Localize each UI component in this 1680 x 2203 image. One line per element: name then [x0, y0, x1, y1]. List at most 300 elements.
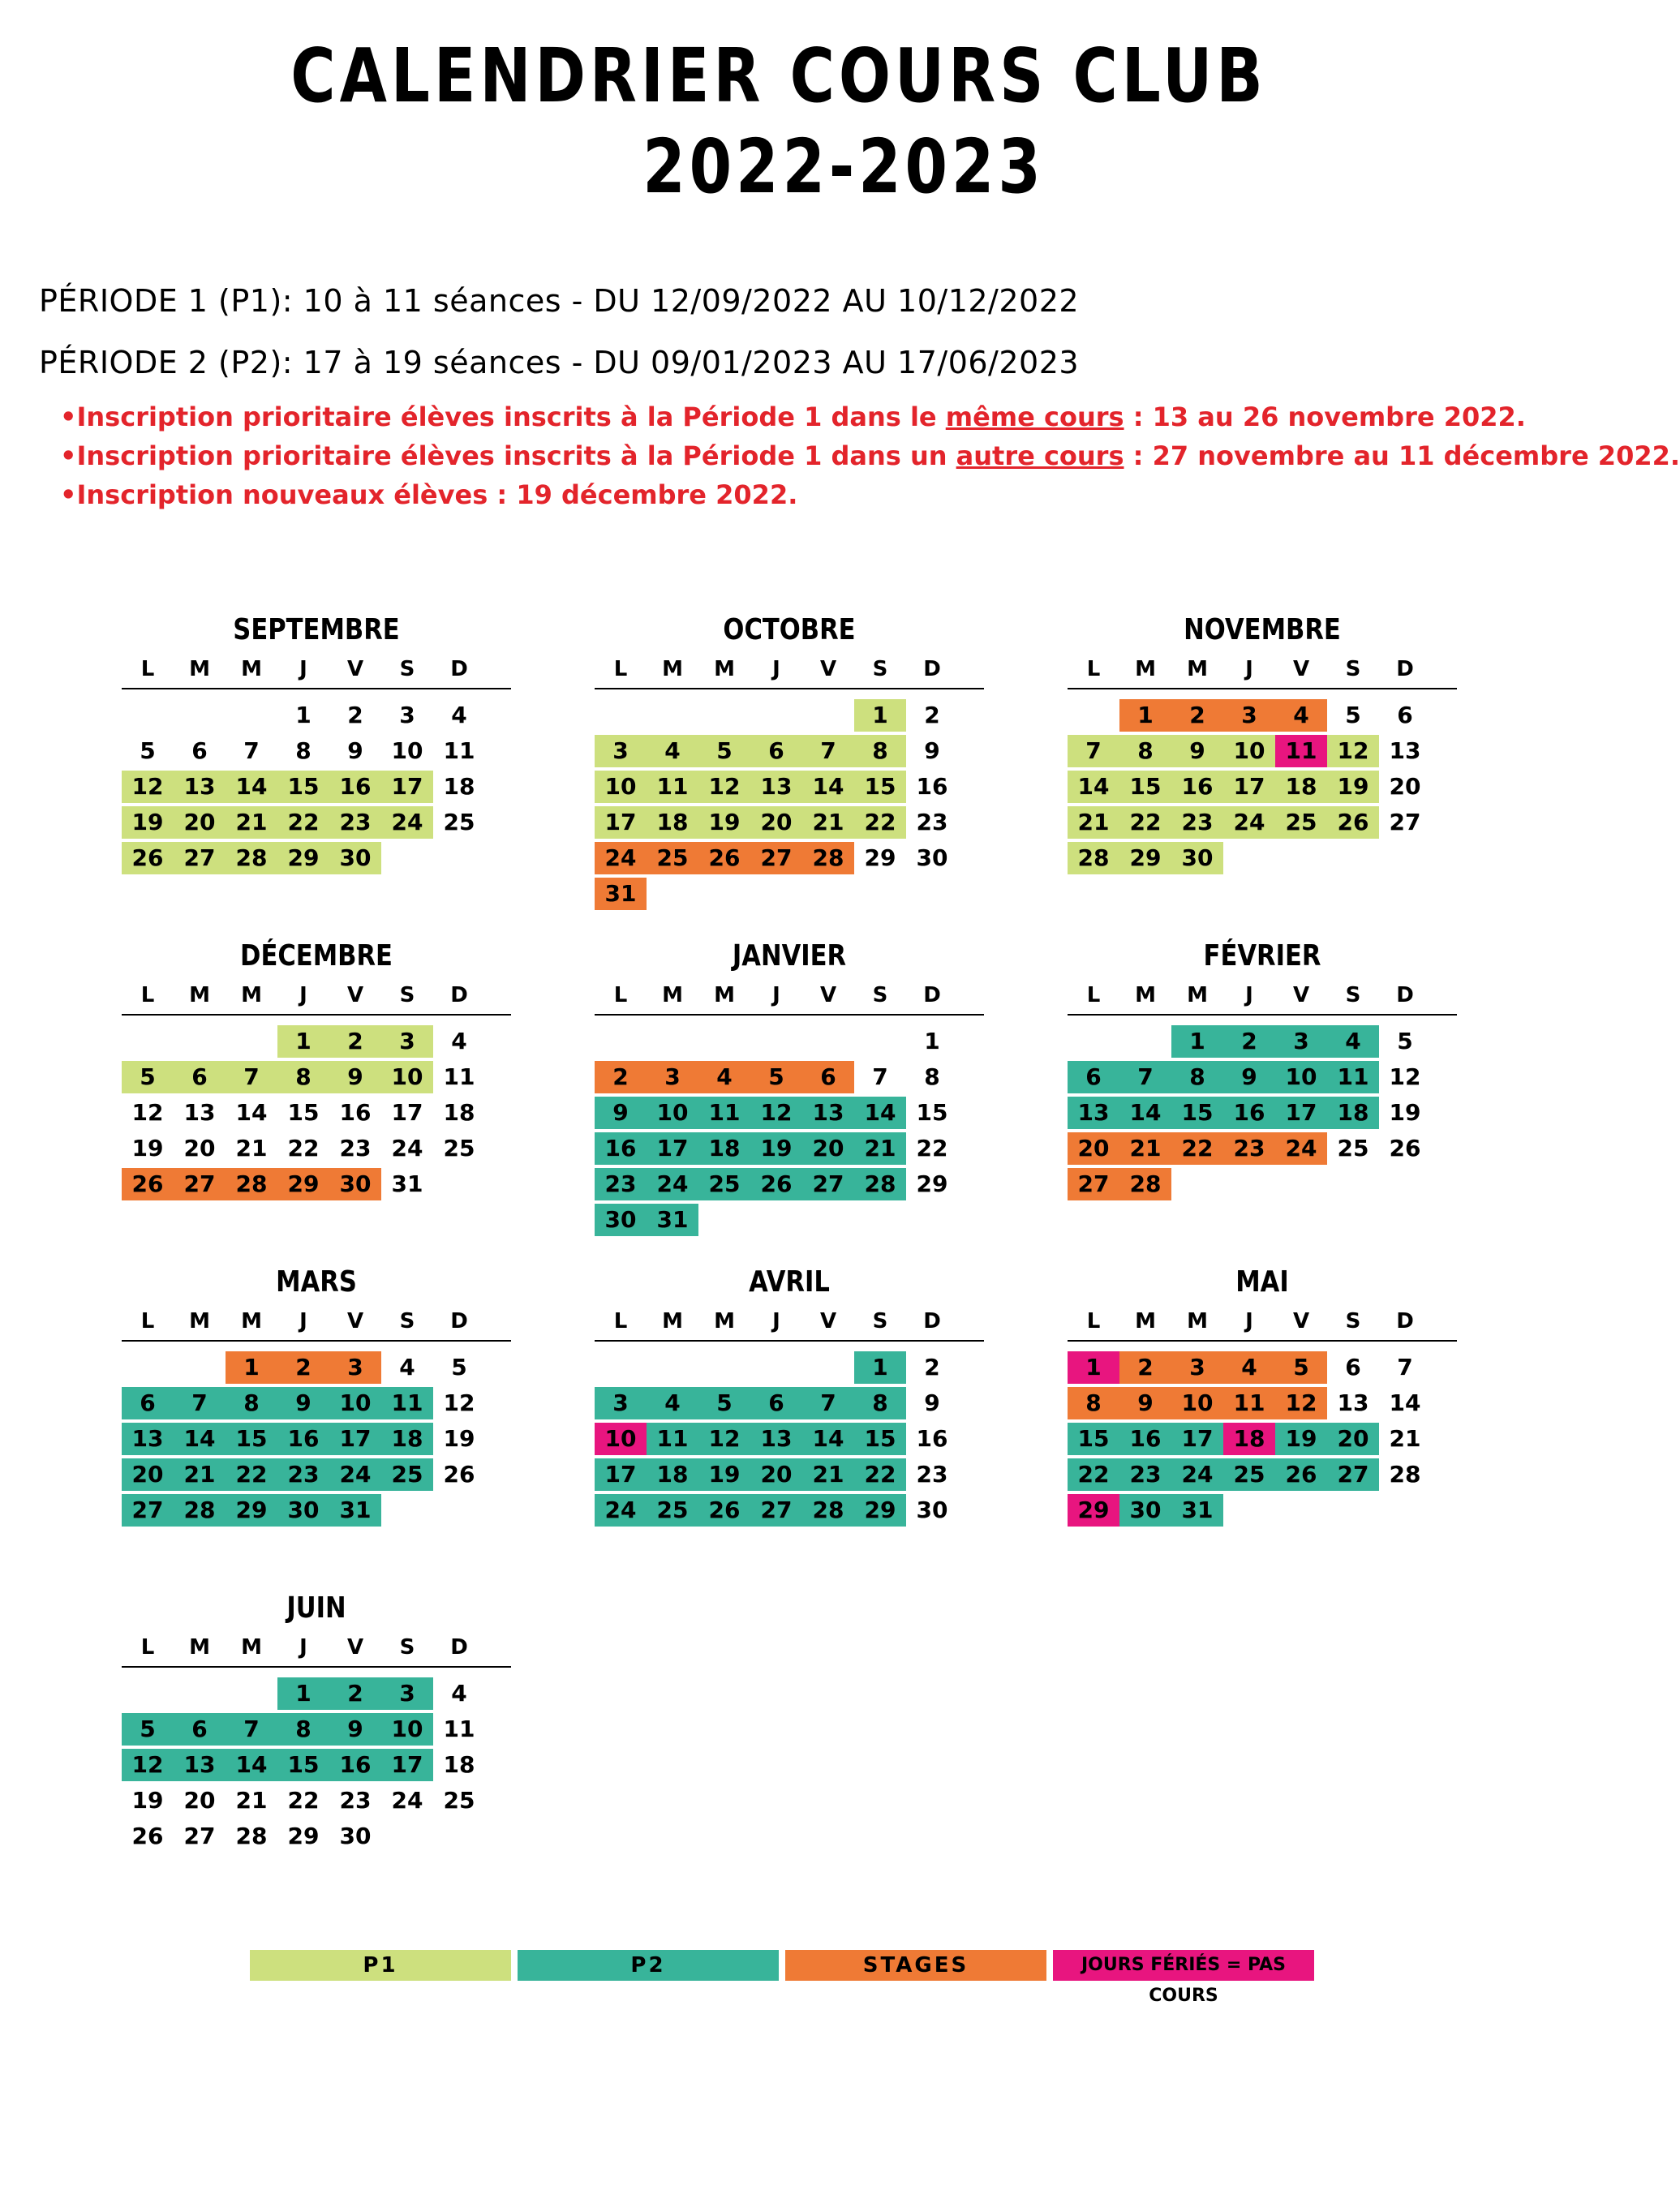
weekday-label: D — [923, 1309, 941, 1333]
weekday-label: S — [399, 1635, 415, 1660]
weekday-label: J — [299, 1635, 307, 1660]
month-title: MARS — [276, 1265, 357, 1299]
day-cell: 12 — [1389, 1063, 1421, 1090]
day-cell: 30 — [329, 842, 381, 874]
empty-cell — [698, 1025, 750, 1058]
day-cell: 18 — [443, 1099, 475, 1126]
weekday-label: J — [1245, 983, 1253, 1007]
empty-cell — [381, 1494, 433, 1527]
day-cell: 16 — [1223, 1097, 1275, 1129]
week-row — [595, 1025, 984, 1061]
day-cell: 22 — [277, 806, 329, 839]
weekday-label: J — [299, 983, 307, 1007]
weekday-label: J — [299, 1309, 307, 1333]
day-cell: 10 — [381, 1713, 433, 1746]
weeks — [1068, 699, 1457, 878]
day-cell: 30 — [339, 1823, 372, 1849]
day-cell: 25 — [1223, 1458, 1275, 1491]
weekday-label: L — [140, 1309, 155, 1333]
day-cell: 21 — [854, 1132, 906, 1165]
day-cell: 9 — [329, 1061, 381, 1093]
empty-cell — [1379, 842, 1431, 874]
weekday-label: J — [1245, 657, 1253, 681]
empty-cell — [1223, 1494, 1275, 1527]
weekday-label: M — [1135, 657, 1156, 681]
empty-cell — [122, 1025, 174, 1058]
week-row — [1068, 1494, 1457, 1530]
registration-notes — [60, 401, 1680, 517]
day-cell: 28 — [174, 1494, 226, 1527]
day-cell: 10 — [1223, 735, 1275, 767]
day-cell: 24 — [595, 1494, 647, 1527]
day-cell: 11 — [1223, 1387, 1275, 1419]
day-cell: 3 — [1171, 1351, 1223, 1384]
weekday-label: D — [450, 657, 468, 681]
weekday-label: M — [189, 657, 210, 681]
day-cell: 5 — [122, 1061, 174, 1093]
empty-cell — [1327, 1494, 1379, 1527]
weekday-label: M — [189, 983, 210, 1007]
weekday-label: J — [772, 1309, 780, 1333]
day-cell: 10 — [381, 1061, 433, 1093]
day-cell: 9 — [277, 1387, 329, 1419]
week-row — [595, 842, 984, 878]
weekday-label: S — [872, 657, 888, 681]
day-cell: 22 — [916, 1135, 948, 1162]
day-cell: 3 — [1223, 699, 1275, 732]
week-row — [1068, 842, 1457, 878]
day-cell: 18 — [698, 1132, 750, 1165]
month-4 — [595, 936, 984, 1239]
weekday-label: M — [714, 983, 735, 1007]
day-cell: 25 — [381, 1458, 433, 1491]
period-2: PÉRIODE 2 (P2): 17 à 19 séances - DU 09/01/2023 AU 17/06/2023 — [39, 345, 1080, 380]
day-cell: 23 — [277, 1458, 329, 1491]
empty-cell — [595, 699, 647, 732]
day-cell: 27 — [174, 1168, 226, 1200]
week-row — [1068, 735, 1457, 771]
weekday-label: J — [299, 657, 307, 681]
day-cell: 6 — [750, 1387, 802, 1419]
day-cell: 24 — [1171, 1458, 1223, 1491]
note-2-underline: autre cours — [956, 440, 1124, 471]
weekday-label: V — [819, 983, 837, 1007]
week-row — [122, 1458, 511, 1494]
day-cell: 2 — [277, 1351, 329, 1384]
month-0 — [122, 610, 511, 878]
day-cell: 11 — [1327, 1061, 1379, 1093]
day-cell: 29 — [287, 1823, 320, 1849]
day-cell: 27 — [802, 1168, 854, 1200]
day-cell: 25 — [647, 1494, 698, 1527]
day-cell: 31 — [647, 1204, 698, 1236]
empty-cell — [1119, 1025, 1171, 1058]
day-cell: 5 — [1345, 702, 1361, 728]
day-cell: 13 — [174, 771, 226, 803]
day-cell: 4 — [647, 735, 698, 767]
day-cell: 28 — [235, 1823, 268, 1849]
week-row — [122, 1132, 511, 1168]
weekday-label: M — [1135, 983, 1156, 1007]
weekday-label: V — [346, 657, 364, 681]
day-cell: 16 — [329, 1749, 381, 1781]
day-cell: 13 — [750, 771, 802, 803]
empty-cell — [381, 1820, 433, 1853]
weeks — [1068, 1025, 1457, 1204]
day-cell: 18 — [443, 1751, 475, 1778]
day-cell: 6 — [174, 1061, 226, 1093]
month-5 — [1068, 936, 1457, 1204]
day-cell: 19 — [1327, 771, 1379, 803]
day-cell: 16 — [916, 773, 948, 800]
weekday-header — [595, 651, 984, 689]
day-cell: 22 — [854, 806, 906, 839]
day-cell: 10 — [595, 771, 647, 803]
weekday-label: L — [1086, 983, 1101, 1007]
empty-cell — [122, 699, 174, 732]
day-cell: 1 — [277, 1025, 329, 1058]
day-cell: 28 — [1068, 842, 1119, 874]
week-row — [1068, 1387, 1457, 1423]
day-cell: 1 — [277, 1677, 329, 1710]
day-cell: 23 — [339, 1135, 372, 1162]
weekday-label: L — [140, 657, 155, 681]
day-cell: 2 — [347, 702, 363, 728]
day-cell: 18 — [1327, 1097, 1379, 1129]
day-cell: 8 — [277, 1713, 329, 1746]
day-cell: 10 — [1171, 1387, 1223, 1419]
day-cell: 26 — [1389, 1135, 1421, 1162]
day-cell: 3 — [329, 1351, 381, 1384]
empty-cell — [1275, 1168, 1327, 1200]
week-row — [122, 1820, 511, 1856]
day-cell: 1 — [1068, 1351, 1119, 1384]
day-cell: 8 — [1119, 735, 1171, 767]
weekday-header — [122, 977, 511, 1016]
periods-list — [39, 281, 1079, 404]
day-cell: 4 — [1223, 1351, 1275, 1384]
day-cell: 19 — [131, 1787, 164, 1814]
day-cell: 19 — [698, 806, 750, 839]
day-cell: 9 — [1171, 735, 1223, 767]
month-2 — [1068, 610, 1457, 878]
empty-cell — [226, 699, 277, 732]
day-cell: 31 — [391, 1170, 423, 1197]
week-row — [122, 1494, 511, 1530]
day-cell: 23 — [1119, 1458, 1171, 1491]
weekday-label: J — [772, 983, 780, 1007]
week-row — [122, 806, 511, 842]
day-cell: 14 — [226, 771, 277, 803]
day-cell: 29 — [1068, 1494, 1119, 1527]
month-title: JANVIER — [732, 939, 847, 973]
weekday-label: M — [714, 1309, 735, 1333]
weekday-header — [595, 1303, 984, 1342]
weekday-label: M — [662, 983, 683, 1007]
day-cell: 7 — [802, 735, 854, 767]
day-cell: 16 — [595, 1132, 647, 1165]
note-2: •Inscription prioritaire élèves inscrits à la Période 1 dans un autre cours : 27 novembre au 11 décembre 2022. — [60, 440, 1680, 471]
empty-cell — [750, 699, 802, 732]
week-row — [595, 1204, 984, 1239]
day-cell: 15 — [287, 1099, 320, 1126]
day-cell: 21 — [802, 1458, 854, 1491]
empty-cell — [1275, 842, 1327, 874]
day-cell: 31 — [329, 1494, 381, 1527]
day-cell: 31 — [595, 878, 647, 910]
day-cell: 7 — [226, 1713, 277, 1746]
week-row — [595, 735, 984, 771]
day-cell: 13 — [1337, 1389, 1369, 1416]
day-cell: 15 — [854, 771, 906, 803]
day-cell: 7 — [243, 737, 260, 764]
day-cell: 11 — [647, 771, 698, 803]
day-cell: 25 — [1275, 806, 1327, 839]
day-cell: 28 — [1119, 1168, 1171, 1200]
day-cell: 5 — [1397, 1028, 1413, 1054]
day-cell: 1 — [295, 702, 312, 728]
day-cell: 11 — [443, 1716, 475, 1742]
day-cell: 13 — [174, 1749, 226, 1781]
day-cell: 26 — [698, 842, 750, 874]
week-row — [595, 699, 984, 735]
day-cell: 8 — [1068, 1387, 1119, 1419]
month-6 — [122, 1262, 511, 1530]
empty-cell — [647, 699, 698, 732]
page-title: CALENDRIER COURS CLUB — [290, 32, 1267, 119]
day-cell: 3 — [595, 735, 647, 767]
day-cell: 15 — [277, 771, 329, 803]
day-cell: 21 — [174, 1458, 226, 1491]
day-cell: 14 — [1068, 771, 1119, 803]
weekday-label: M — [241, 657, 262, 681]
legend-p1: P1 — [250, 1950, 511, 1981]
legend — [250, 1950, 1321, 2006]
day-cell: 30 — [277, 1494, 329, 1527]
weekday-label: M — [662, 657, 683, 681]
day-cell: 18 — [1275, 771, 1327, 803]
day-cell: 24 — [595, 842, 647, 874]
day-cell: 14 — [802, 771, 854, 803]
day-cell: 9 — [1119, 1387, 1171, 1419]
weekday-label: D — [1396, 983, 1414, 1007]
day-cell: 23 — [339, 1787, 372, 1814]
day-cell: 7 — [872, 1063, 888, 1090]
day-cell: 27 — [183, 1823, 216, 1849]
day-cell: 7 — [1397, 1354, 1413, 1381]
weekday-label: S — [1345, 657, 1361, 681]
day-cell: 12 — [131, 1099, 164, 1126]
month-title: FÉVRIER — [1203, 939, 1321, 973]
day-cell: 24 — [647, 1168, 698, 1200]
month-8 — [1068, 1262, 1457, 1530]
month-1 — [595, 610, 984, 913]
day-cell: 6 — [174, 1713, 226, 1746]
weeks — [595, 1351, 984, 1530]
day-cell: 23 — [595, 1168, 647, 1200]
month-title: NOVEMBRE — [1184, 613, 1341, 646]
day-cell: 12 — [122, 771, 174, 803]
weekday-label: M — [1187, 657, 1208, 681]
weekday-label: L — [1086, 1309, 1101, 1333]
day-cell: 28 — [226, 842, 277, 874]
week-row — [595, 1061, 984, 1097]
day-cell: 8 — [277, 1061, 329, 1093]
day-cell: 27 — [750, 1494, 802, 1527]
weekday-label: L — [1086, 657, 1101, 681]
weekday-header — [1068, 651, 1457, 689]
day-cell: 4 — [451, 702, 467, 728]
day-cell: 3 — [647, 1061, 698, 1093]
day-cell: 18 — [443, 773, 475, 800]
day-cell: 5 — [750, 1061, 802, 1093]
day-cell: 27 — [1068, 1168, 1119, 1200]
day-cell: 11 — [1275, 735, 1327, 767]
weekday-label: D — [1396, 657, 1414, 681]
empty-cell — [1379, 1494, 1431, 1527]
weekday-label: J — [772, 657, 780, 681]
day-cell: 21 — [1119, 1132, 1171, 1165]
day-cell: 14 — [235, 1099, 268, 1126]
empty-cell — [433, 842, 485, 874]
day-cell: 3 — [1275, 1025, 1327, 1058]
empty-cell — [433, 1820, 485, 1853]
weekday-label: S — [1345, 1309, 1361, 1333]
empty-cell — [1068, 699, 1119, 732]
day-cell: 5 — [698, 735, 750, 767]
day-cell: 12 — [122, 1749, 174, 1781]
day-cell: 26 — [1327, 806, 1379, 839]
week-row — [595, 1423, 984, 1458]
day-cell: 29 — [916, 1170, 948, 1197]
month-title: SEPTEMBRE — [233, 613, 400, 646]
day-cell: 15 — [916, 1099, 948, 1126]
weekday-label: D — [923, 657, 941, 681]
day-cell: 5 — [451, 1354, 467, 1381]
day-cell: 30 — [1119, 1494, 1171, 1527]
day-cell: 4 — [698, 1061, 750, 1093]
day-cell: 16 — [339, 1099, 372, 1126]
day-cell: 16 — [1119, 1423, 1171, 1455]
week-row — [122, 771, 511, 806]
day-cell: 27 — [1389, 809, 1421, 835]
day-cell: 22 — [226, 1458, 277, 1491]
day-cell: 12 — [443, 1389, 475, 1416]
weekday-label: M — [241, 983, 262, 1007]
day-cell: 4 — [451, 1028, 467, 1054]
day-cell: 16 — [277, 1423, 329, 1455]
day-cell: 20 — [1068, 1132, 1119, 1165]
week-row — [122, 1387, 511, 1423]
month-title: OCTOBRE — [723, 613, 856, 646]
weekday-label: M — [1187, 983, 1208, 1007]
month-3 — [122, 936, 511, 1204]
day-cell: 9 — [1223, 1061, 1275, 1093]
day-cell: 27 — [122, 1494, 174, 1527]
day-cell: 9 — [924, 737, 940, 764]
weekday-label: M — [1187, 1309, 1208, 1333]
day-cell: 12 — [750, 1097, 802, 1129]
day-cell: 13 — [802, 1097, 854, 1129]
weekday-label: M — [241, 1635, 262, 1660]
legend-p2: P2 — [518, 1950, 779, 1981]
day-cell: 8 — [854, 735, 906, 767]
day-cell: 30 — [329, 1168, 381, 1200]
weekday-label: D — [923, 983, 941, 1007]
empty-cell — [802, 1351, 854, 1384]
day-cell: 26 — [443, 1461, 475, 1488]
day-cell: 21 — [1068, 806, 1119, 839]
day-cell: 6 — [802, 1061, 854, 1093]
day-cell: 18 — [647, 1458, 698, 1491]
day-cell: 6 — [1345, 1354, 1361, 1381]
day-cell: 19 — [698, 1458, 750, 1491]
day-cell: 9 — [347, 737, 363, 764]
week-row — [1068, 1458, 1457, 1494]
day-cell: 1 — [1171, 1025, 1223, 1058]
empty-cell — [174, 1351, 226, 1384]
weekday-header — [1068, 1303, 1457, 1342]
day-cell: 23 — [916, 1461, 948, 1488]
day-cell: 2 — [1171, 699, 1223, 732]
empty-cell — [647, 878, 698, 910]
day-cell: 23 — [916, 809, 948, 835]
day-cell: 22 — [1068, 1458, 1119, 1491]
day-cell: 11 — [381, 1387, 433, 1419]
day-cell: 24 — [1223, 806, 1275, 839]
weekday-header — [122, 651, 511, 689]
day-cell: 5 — [1275, 1351, 1327, 1384]
day-cell: 7 — [226, 1061, 277, 1093]
week-row — [1068, 771, 1457, 806]
day-cell: 20 — [183, 1787, 216, 1814]
day-cell: 23 — [1171, 806, 1223, 839]
day-cell: 25 — [1337, 1135, 1369, 1162]
empty-cell — [1327, 842, 1379, 874]
week-row — [595, 1097, 984, 1132]
empty-cell — [174, 1025, 226, 1058]
day-cell: 22 — [287, 1787, 320, 1814]
day-cell: 4 — [451, 1680, 467, 1707]
weekday-label: L — [613, 657, 628, 681]
day-cell: 20 — [174, 806, 226, 839]
weekday-label: M — [714, 657, 735, 681]
day-cell: 2 — [329, 1677, 381, 1710]
week-row — [1068, 1168, 1457, 1204]
day-cell: 10 — [329, 1387, 381, 1419]
day-cell: 7 — [1068, 735, 1119, 767]
day-cell: 30 — [595, 1204, 647, 1236]
day-cell: 18 — [381, 1423, 433, 1455]
weekday-label: V — [346, 1309, 364, 1333]
day-cell: 30 — [916, 1497, 948, 1523]
day-cell: 1 — [854, 699, 906, 732]
month-title: JUIN — [286, 1591, 346, 1625]
day-cell: 18 — [1223, 1423, 1275, 1455]
week-row — [595, 1387, 984, 1423]
empty-cell — [174, 699, 226, 732]
day-cell: 18 — [647, 806, 698, 839]
empty-cell — [1223, 842, 1275, 874]
weekday-header — [122, 1629, 511, 1668]
day-cell: 22 — [287, 1135, 320, 1162]
day-cell: 17 — [1171, 1423, 1223, 1455]
weeks — [122, 1025, 511, 1204]
day-cell: 21 — [802, 806, 854, 839]
weekday-label: M — [1135, 1309, 1156, 1333]
empty-cell — [1275, 1494, 1327, 1527]
day-cell: 15 — [1119, 771, 1171, 803]
